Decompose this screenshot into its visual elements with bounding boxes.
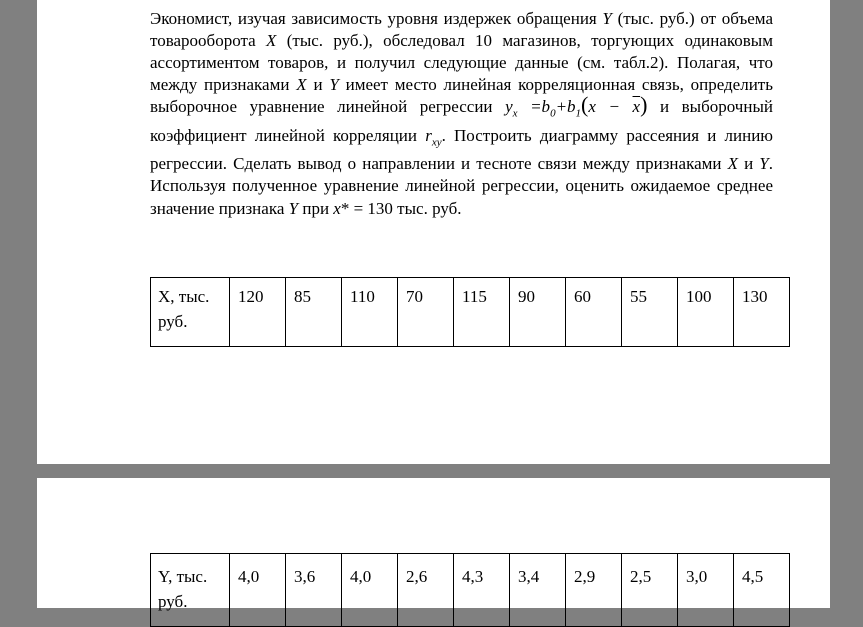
table-cell: 130 <box>734 278 790 347</box>
formula-paren: ) <box>640 92 648 118</box>
formula-xbar: $\overline{x}$ <box>632 97 641 117</box>
variable-y: Y <box>329 75 339 95</box>
table-cell: 2,6 <box>398 554 454 627</box>
formula-paren: ( <box>581 92 589 118</box>
table-cell: 3,4 <box>510 554 566 627</box>
table-x-values <box>150 277 790 347</box>
table-cell: 110 <box>342 278 398 347</box>
variable-y: Y <box>602 9 612 28</box>
correlation-symbol <box>425 125 442 149</box>
table-cell: 2,5 <box>622 554 678 627</box>
table-cell: 60 <box>566 278 622 347</box>
problem-statement <box>150 8 773 220</box>
formula-r: r <box>425 125 432 145</box>
table-cell: 115 <box>454 278 510 347</box>
table-cell: 70 <box>398 278 454 347</box>
variable-y: Y <box>288 198 299 218</box>
table-y-values <box>150 553 790 627</box>
formula-sub: xy <box>431 136 442 149</box>
formula-part: +b <box>555 97 576 117</box>
text-fragment: * = 130 тыс. руб. <box>340 198 462 218</box>
document-page-1 <box>37 0 830 464</box>
formula-part: x − <box>588 97 633 117</box>
variable-x-star: x <box>333 198 341 218</box>
formula-sub: 1 <box>575 107 582 120</box>
table-cell: 90 <box>510 278 566 347</box>
formula-sub: x <box>512 107 518 120</box>
table-row <box>151 554 790 627</box>
text-fragment: при <box>298 198 334 218</box>
table-header-cell: Y, тыс. руб. <box>151 554 230 627</box>
table-header-cell: X, тыс. руб. <box>151 278 230 347</box>
problem-paragraph <box>150 8 773 220</box>
text-fragment: . Построить диаграмму рассеяния и линию регрессии. Сделать вывод о направлении и тесноте связи между признаками <box>150 125 773 174</box>
variable-y: Y <box>759 154 769 174</box>
document-page-2 <box>37 478 830 611</box>
formula-part: =b <box>517 97 551 117</box>
formula-sub: 0 <box>550 107 556 120</box>
variable-x: X <box>727 154 738 174</box>
variable-x: X <box>266 31 277 51</box>
table-cell: 4,0 <box>342 554 398 627</box>
table-row <box>151 278 790 347</box>
table-cell: 3,6 <box>286 554 342 627</box>
table-cell: 3,0 <box>678 554 734 627</box>
table-cell: 4,0 <box>230 554 286 627</box>
text-fragment: имеет место линейная корреляционная связь, определить выборочное уравнение линейной регрессии <box>150 75 773 117</box>
text-fragment: и выборочный коэффициент линейной корреляции <box>150 97 773 145</box>
regression-formula <box>505 92 648 120</box>
table-cell: 120 <box>230 278 286 347</box>
text-fragment: и <box>737 154 760 174</box>
table-cell: 55 <box>622 278 678 347</box>
variable-x: X <box>296 75 307 95</box>
text-fragment: Экономист, изучая зависимость уровня издержек обращения <box>150 9 603 28</box>
text-fragment: и <box>306 75 330 95</box>
table-cell: 4,3 <box>454 554 510 627</box>
text-fragment: (тыс. руб.), обследовал 10 магазинов, торгующих одинаковым ассортиментом товаров, и получил следующие данные (см. табл.2). Полагая, что между признаками <box>150 31 773 95</box>
formula-y: y <box>505 97 513 117</box>
text-fragment: (тыс. руб.) от объема товарооборота <box>150 9 773 51</box>
table-cell: 85 <box>286 278 342 347</box>
text-fragment: . Используя полученное уравнение линейной регрессии, оценить ожидаемое среднее значение признака <box>150 154 773 218</box>
table-cell: 4,5 <box>734 554 790 627</box>
table-cell: 2,9 <box>566 554 622 627</box>
table-cell: 100 <box>678 278 734 347</box>
